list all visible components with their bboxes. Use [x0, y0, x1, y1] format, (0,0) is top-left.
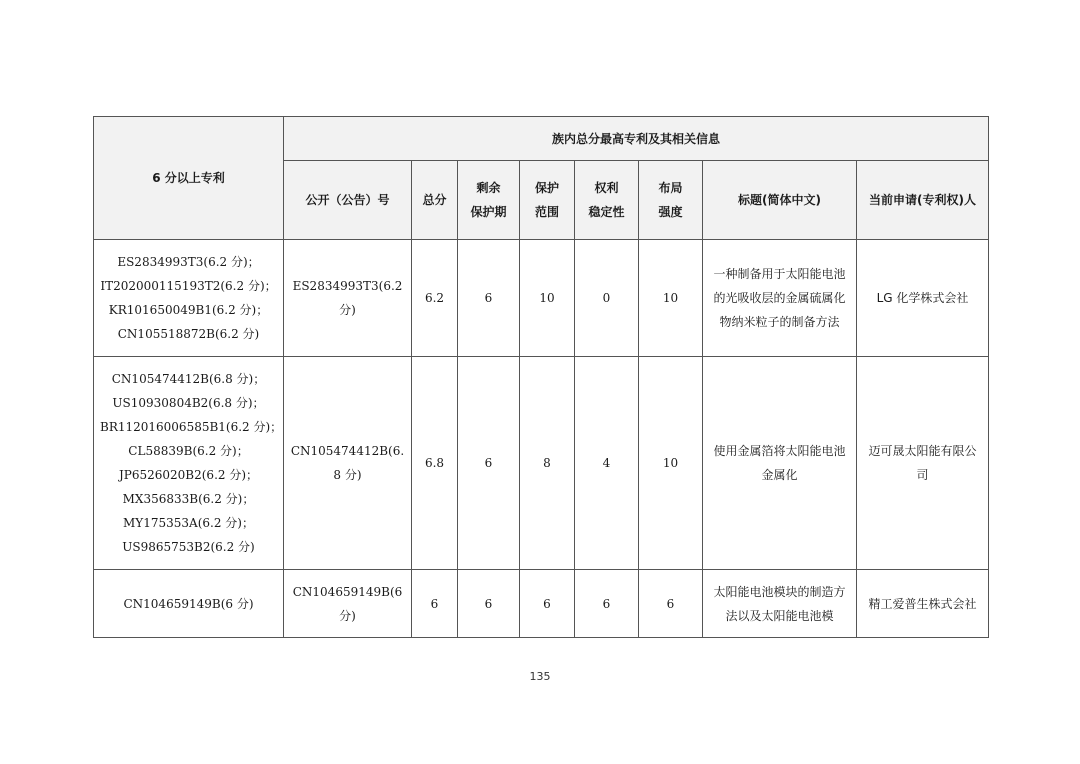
assignee-cell: LG 化学株式会社	[857, 240, 989, 357]
protection-scope-cell: 8	[520, 357, 575, 570]
protection-scope-cell: 10	[520, 240, 575, 357]
header-title-cn: 标题(简体中文)	[703, 161, 857, 240]
assignee-cell: 精工爱普生株式会社	[857, 570, 989, 638]
header-remaining-term	[458, 161, 520, 240]
header-protection-scope	[520, 161, 575, 240]
header-publication-number: 公开（公告）号	[284, 161, 412, 240]
title-cell: 使用金属箔将太阳能电池金属化	[703, 357, 857, 570]
header-high-score-patents: 6 分以上专利	[94, 117, 284, 240]
patent-entry: IT202000115193T2(6.2 分)；	[100, 279, 277, 293]
patent-entry: JP6526020B2(6.2 分)；	[118, 468, 259, 482]
table-row	[94, 357, 989, 570]
header-layout-strength-line1: 布局	[658, 181, 683, 195]
total-score-cell: 6.2	[412, 240, 458, 357]
right-stability-cell: 6	[575, 570, 639, 638]
patent-entry: US10930804B2(6.8 分)；	[112, 396, 265, 410]
patent-entry: CN105474412B(6.8 分)；	[111, 372, 266, 386]
layout-strength-cell: 10	[639, 240, 703, 357]
title-cell: 一种制备用于太阳能电池的光吸收层的金属硫属化物纳米粒子的制备方法	[703, 240, 857, 357]
remaining-term-cell: 6	[458, 240, 520, 357]
assignee-cell: 迈可晟太阳能有限公司	[857, 357, 989, 570]
header-right-stability-line1: 权利	[594, 181, 619, 195]
right-stability-cell: 4	[575, 357, 639, 570]
total-score-cell: 6.8	[412, 357, 458, 570]
right-stability-cell: 0	[575, 240, 639, 357]
header-protection-scope-line2: 范围	[534, 205, 559, 219]
patent-entry: CL58839B(6.2 分)；	[128, 444, 249, 458]
patent-entry: ES2834993T3(6.2 分)；	[117, 255, 260, 269]
patent-list-cell	[94, 357, 284, 570]
layout-strength-cell: 6	[639, 570, 703, 638]
publication-number-cell: CN105474412B(6.8 分)	[284, 357, 412, 570]
header-assignee: 当前申请(专利权)人	[857, 161, 989, 240]
header-group-title: 族内总分最高专利及其相关信息	[284, 117, 989, 161]
header-total-score: 总分	[412, 161, 458, 240]
table-row	[94, 240, 989, 357]
protection-scope-cell: 6	[520, 570, 575, 638]
header-right-stability-line2: 稳定性	[588, 205, 625, 219]
header-protection-scope-line1: 保护	[534, 181, 559, 195]
header-remaining-term-line1: 剩余	[476, 181, 501, 195]
patent-entry: CN105518872B(6.2 分)	[117, 327, 260, 341]
patent-entry: US9865753B2(6.2 分)	[122, 540, 255, 554]
patent-entry: KR101650049B1(6.2 分)；	[108, 303, 269, 317]
patent-list-cell	[94, 570, 284, 638]
table-row	[94, 570, 989, 638]
remaining-term-cell: 6	[458, 570, 520, 638]
header-layout-strength-line2: 强度	[658, 205, 683, 219]
page-number: 135	[529, 670, 551, 683]
patent-entry: MY175353A(6.2 分)；	[123, 516, 254, 530]
remaining-term-cell: 6	[458, 357, 520, 570]
publication-number-cell: ES2834993T3(6.2 分)	[284, 240, 412, 357]
total-score-cell: 6	[412, 570, 458, 638]
title-cell: 太阳能电池模块的制造方法以及太阳能电池模	[703, 570, 857, 638]
header-row-group	[94, 117, 989, 161]
header-right-stability	[575, 161, 639, 240]
patent-table	[93, 116, 989, 638]
patent-list-cell	[94, 240, 284, 357]
patent-entry: MX356833B(6.2 分)；	[122, 492, 255, 506]
patent-entry: BR112016006585B1(6.2 分)；	[100, 420, 283, 434]
layout-strength-cell: 10	[639, 357, 703, 570]
header-layout-strength	[639, 161, 703, 240]
publication-number-cell: CN104659149B(6 分)	[284, 570, 412, 638]
patent-entry: CN104659149B(6 分)	[123, 596, 254, 611]
header-remaining-term-line2: 保护期	[470, 205, 507, 219]
